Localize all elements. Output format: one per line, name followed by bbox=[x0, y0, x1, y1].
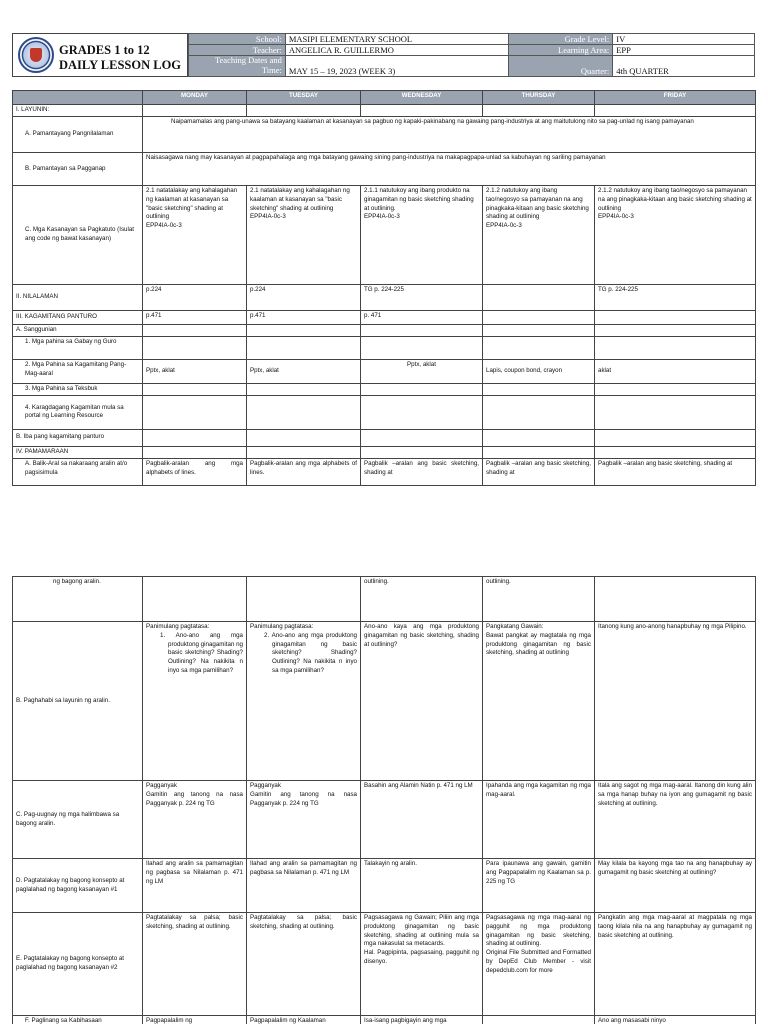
kabihasaan-tuesday: Pagpapalalim ng Kaalaman bbox=[247, 1016, 361, 1024]
kabihasaan-thursday bbox=[483, 1016, 595, 1024]
area-label: Learning Area: bbox=[509, 45, 613, 56]
area-value: EPP bbox=[613, 45, 755, 56]
day-wednesday: WEDNESDAY bbox=[361, 91, 483, 105]
header-logo-box bbox=[12, 33, 188, 77]
iba-pang-label: B. Iba pang kagamitang panturo bbox=[13, 429, 143, 446]
lesson-table-page1 bbox=[12, 90, 756, 486]
pang-magaaral-tuesday: Pptx, aklat bbox=[247, 359, 361, 383]
pamantayang-text: Naipamamalas ang pang-unawa sa batayang kaalaman at kasanayan sa pagbuo ng kapaki-pakinabang na gawaing pang-industriya at ang maitutulong nito sa pag-unlad ng isang pamayanan bbox=[143, 117, 756, 153]
row-nilalaman bbox=[13, 285, 756, 311]
dates-label-line1: Teaching Dates and bbox=[214, 55, 282, 66]
dates-label bbox=[189, 56, 286, 77]
dates-label-line2: Time: bbox=[261, 65, 282, 75]
paghahabi-tuesday-question: 2. Ano-ano ang mga produktong ginagamitan ng basic sketching? Shading? Outlining? Na nakikita n inyo sa mga pamilihan? bbox=[264, 631, 357, 674]
paghahabi-tuesday-intro: Panimulang pagtatasa: bbox=[250, 623, 314, 630]
paghahabi-monday bbox=[143, 622, 247, 781]
pag-uugnay-monday: Pagganyak Gamitin ang tanong na nasa Pagganyak p. 224 ng TG bbox=[143, 781, 247, 859]
quarter-label: Quarter: bbox=[509, 56, 613, 77]
kasanayan-label: C. Mga Kasanayan sa Pagkatuto (Isulat ang code ng bawat kasanayan) bbox=[13, 186, 143, 285]
konsepto2-thursday: Pagsasagawa ng mga mag-aaral ng pagguhit ng mga produktong ginagamitan ng basic sketching, shading at outlining. Original File Submitted and Formatted by DepEd Club Member - visit depedclub.com for more bbox=[483, 913, 595, 1016]
deped-seal-icon bbox=[18, 37, 54, 73]
kagamitang-label: III. KAGAMITANG PANTURO bbox=[13, 311, 143, 325]
nilalaman-thursday bbox=[483, 285, 595, 311]
kasanayan-friday: 2.1.2 natutukoy ang ibang tao/negosyo sa pamayanan na ang pinagkaka-kitaan ang basic sketching shading at outlining EPP4IA-0c-3 bbox=[595, 186, 756, 285]
pamamaraan-label: IV. PAMAMARAAN bbox=[13, 446, 143, 458]
teacher-value: ANGELICA R. GUILLERMO bbox=[285, 45, 509, 56]
gabay-label: 1. Mga pahina sa Gabay ng Guro bbox=[13, 336, 143, 359]
kabihasaan-wednesday: Isa-isang pagbigayin ang mga bbox=[361, 1016, 483, 1024]
balik-aral-friday: Pagbalik –aralan ang basic sketching, shading at bbox=[595, 458, 756, 485]
pang-magaaral-monday: Pptx, aklat bbox=[143, 359, 247, 383]
nilalaman-monday: p.224 bbox=[143, 285, 247, 311]
paghahabi-tuesday bbox=[247, 622, 361, 781]
paghahabi-monday-question: 1. Ano-ano ang mga produktong ginagamitan ng basic sketching? Shading? Outlining? Na nakikita n inyo sa mga pamilihan? bbox=[160, 631, 243, 674]
balik-aral-label: A. Balik-Aral sa nakaraang aralin at/o pagsisimula bbox=[13, 458, 143, 485]
paghahabi-friday: Itanong kung ano-anong hanapbuhay ng mga Pilipino. bbox=[595, 622, 756, 781]
kabihasaan-friday: Ano ang masasabi ninyo bbox=[595, 1016, 756, 1024]
layunin-label: I. LAYUNIN: bbox=[13, 105, 143, 117]
row-balik-aral bbox=[13, 458, 756, 485]
kasanayan-thursday: 2.1.2 natutukoy ang ibang tao/negosyo sa pamayanan na ang pinagkaka-kitaan ang basic sketching shading at outlining EPP4IA-0c-3 bbox=[483, 186, 595, 285]
pag-uugnay-friday: Itala ang sagot ng mga mag-aaral. Itanong din kung alin sa mga hanap buhay na iyon ang gumagamit ng basic sketching at outlining. bbox=[595, 781, 756, 859]
balik-aral-wednesday: Pagbalik –aralan ang basic sketching, shading at bbox=[361, 458, 483, 485]
row-balik-aral-cont bbox=[13, 577, 756, 622]
row-pang-magaaral bbox=[13, 359, 756, 383]
kagamitang-wednesday: p. 471 bbox=[361, 311, 483, 325]
day-friday: FRIDAY bbox=[595, 91, 756, 105]
header-info-table bbox=[188, 33, 755, 77]
quarter-value: 4th QUARTER bbox=[613, 56, 755, 77]
school-value: MASIPI ELEMENTARY SCHOOL bbox=[285, 34, 509, 45]
sanggunian-label: A. Sanggunian bbox=[13, 325, 143, 337]
nilalaman-wednesday: TG p. 224-225 bbox=[361, 285, 483, 311]
konsepto1-friday: May kilala ba kayong mga tao na ang hanapbuhay ay gumagamit ng basic sketching at outlining? bbox=[595, 859, 756, 913]
nilalaman-label: II. NILALAMAN bbox=[13, 285, 143, 311]
row-pamantayang-pangnilalaman bbox=[13, 117, 756, 153]
balik-aral-monday: Pagbalik-aralan ang mga alphabets of lines. bbox=[143, 458, 247, 485]
pag-uugnay-label: C. Pag-uugnay ng mga halimbawa sa bagong aralin. bbox=[13, 781, 143, 859]
header-title-line2: DAILY LESSON LOG bbox=[59, 58, 182, 72]
konsepto2-tuesday: Pagtatalakay sa palsa; basic sketching, shading at outlining. bbox=[247, 913, 361, 1016]
karagdagang-label: 4. Karagdagang Kagamitan mula sa portal ng Learning Resource bbox=[13, 395, 143, 429]
day-thursday: THURSDAY bbox=[483, 91, 595, 105]
row-kabihasaan bbox=[13, 1016, 756, 1024]
paghahabi-monday-list bbox=[146, 632, 243, 676]
row-karagdagang bbox=[13, 395, 756, 429]
pag-uugnay-wednesday: Basahin ang Alamin Natin p. 471 ng LM bbox=[361, 781, 483, 859]
nilalaman-tuesday: p.224 bbox=[247, 285, 361, 311]
cont-friday bbox=[595, 577, 756, 622]
pag-uugnay-tuesday: Pagganyak Gamitin ang tanong na nasa Pagganyak p. 224 ng TG bbox=[247, 781, 361, 859]
konsepto2-wednesday: Pagsasagawa ng Gawain; Piliin ang mga produktong ginagamitan ng basic sketching, shading at outlining mula sa mga nakasulat sa metacards. Hal. Pagpipinta, pagsasaing, pagguhit ng disenyo. bbox=[361, 913, 483, 1016]
teksbuk-label: 3. Mga Pahina sa Teksbuk bbox=[13, 383, 143, 395]
pag-uugnay-thursday: Ipahanda ang mga kagamitan ng mga mag-aaral. bbox=[483, 781, 595, 859]
teacher-label: Teacher: bbox=[189, 45, 286, 56]
konsepto2-friday: Pangkatin ang mga mag-aaral at magpatala ng mga taong kilala nila na ang hanapbuhay ay gumagamit ng basic sketching at outlining. bbox=[595, 913, 756, 1016]
pamantayang-label: A. Pamantayang Pangnilalaman bbox=[13, 117, 143, 153]
row-konsepto1 bbox=[13, 859, 756, 913]
kasanayan-tuesday: 2.1 natatalakay ang kahalagahan ng kaalaman at kasanayan sa "basic sketching" shading at outlining EPP4IA-0c-3 bbox=[247, 186, 361, 285]
grade-value: IV bbox=[613, 34, 755, 45]
row-kasanayan bbox=[13, 186, 756, 285]
school-label: School: bbox=[189, 34, 286, 45]
row-iba-pang bbox=[13, 429, 756, 446]
konsepto1-monday: Ilahad ang aralin sa pamamagitan ng pagbasa sa Nilalaman p. 471 ng LM bbox=[143, 859, 247, 913]
cont-thursday: outlining. bbox=[483, 577, 595, 622]
pang-magaaral-label: 2. Mga Pahina sa Kagamitang Pang-Mag-aaral bbox=[13, 359, 143, 383]
pang-magaaral-thursday: Lapis, coupon bond, crayon bbox=[483, 359, 595, 383]
paghahabi-wednesday: Ano-ano kaya ang mga produktong ginagamitan ng basic sketching, shading at outlining? bbox=[361, 622, 483, 781]
row-teksbuk bbox=[13, 383, 756, 395]
day-tuesday: TUESDAY bbox=[247, 91, 361, 105]
konsepto1-wednesday: Talakayin ng aralin. bbox=[361, 859, 483, 913]
row-pamantayan-pagganap bbox=[13, 153, 756, 186]
pagganap-label: B. Pamantayan sa Pagganap bbox=[13, 153, 143, 186]
row-kagamitang bbox=[13, 311, 756, 325]
konsepto1-tuesday: Ilahad ang aralin sa pamamagitan ng pagbasa sa Nilalaman p. 471 ng LM bbox=[247, 859, 361, 913]
pagganap-text: Naisasagawa nang may kasanayan at pagpapahalaga ang mga batayang gawaing sining pang-industriya na makapagpapa-unlad sa kabuhayan ng sariling pamayanan bbox=[143, 153, 756, 186]
konsepto2-label: E. Pagtatalakay ng bagong konsepto at paglalahad ng bagong kasanayan #2 bbox=[13, 913, 143, 1016]
paghahabi-thursday: Pangkatang Gawain: Bawat pangkat ay magtatala ng mga produktong ginagamitan ng basic sketching, shading at outlining bbox=[483, 622, 595, 781]
day-header-row bbox=[13, 91, 756, 105]
day-header-blank bbox=[13, 91, 143, 105]
nilalaman-friday: TG p. 224-225 bbox=[595, 285, 756, 311]
konsepto2-monday: Pagtatalakay sa palsa; basic sketching, shading at outlining. bbox=[143, 913, 247, 1016]
paghahabi-label: B. Paghahabi sa layunin ng aralin. bbox=[13, 622, 143, 781]
lesson-table-page2 bbox=[12, 576, 756, 1024]
kabihasaan-monday: Pagpapalalim ng bbox=[143, 1016, 247, 1024]
kabihasaan-label: F. Paglinang sa Kabihasaan bbox=[13, 1016, 143, 1024]
kagamitang-monday: p.471 bbox=[143, 311, 247, 325]
grade-label: Grade Level: bbox=[509, 34, 613, 45]
row-pag-uugnay bbox=[13, 781, 756, 859]
cont-wednesday: outlining. bbox=[361, 577, 483, 622]
row-gabay bbox=[13, 336, 756, 359]
paghahabi-monday-intro: Panimulang pagtatasa: bbox=[146, 623, 210, 630]
balik-aral-thursday: Pagbalik –aralan ang basic sketching, shading at bbox=[483, 458, 595, 485]
cont-tuesday bbox=[247, 577, 361, 622]
row-layunin bbox=[13, 105, 756, 117]
row-pamamaraan bbox=[13, 446, 756, 458]
konsepto1-label: D. Pagtatalakay ng bagong konsepto at paglalahad ng bagong kasanayan #1 bbox=[13, 859, 143, 913]
kagamitang-thursday bbox=[483, 311, 595, 325]
cont-monday bbox=[143, 577, 247, 622]
row-konsepto2 bbox=[13, 913, 756, 1016]
balik-aral-cont-label: ng bagong aralin. bbox=[13, 577, 143, 622]
kasanayan-wednesday: 2.1.1 natutukoy ang ibang produkto na ginagamitan ng basic sketching shading at outlining. EPP4IA-0c-3 bbox=[361, 186, 483, 285]
kasanayan-monday: 2.1 natatalakay ang kahalagahan ng kaalaman at kasanayan sa "basic sketching" shading at outlining EPP4IA-0c-3 bbox=[143, 186, 247, 285]
balik-aral-tuesday: Pagbalik-aralan ang mga alphabets of lines. bbox=[247, 458, 361, 485]
konsepto1-thursday: Para ipaunawa ang gawain, gamitin ang Pagpapalalim ng Kaalaman sa p. 225 ng TG bbox=[483, 859, 595, 913]
header-title-line1: GRADES 1 to 12 bbox=[59, 43, 150, 57]
pang-magaaral-friday: aklat bbox=[595, 359, 756, 383]
paghahabi-tuesday-list bbox=[250, 632, 357, 676]
kagamitang-tuesday: p.471 bbox=[247, 311, 361, 325]
kagamitang-friday bbox=[595, 311, 756, 325]
row-sanggunian bbox=[13, 325, 756, 337]
pang-magaaral-wednesday: Pptx, aklat bbox=[361, 359, 483, 383]
row-paghahabi bbox=[13, 622, 756, 781]
day-monday: MONDAY bbox=[143, 91, 247, 105]
dates-value: MAY 15 – 19, 2023 (WEEK 3) bbox=[285, 56, 509, 77]
